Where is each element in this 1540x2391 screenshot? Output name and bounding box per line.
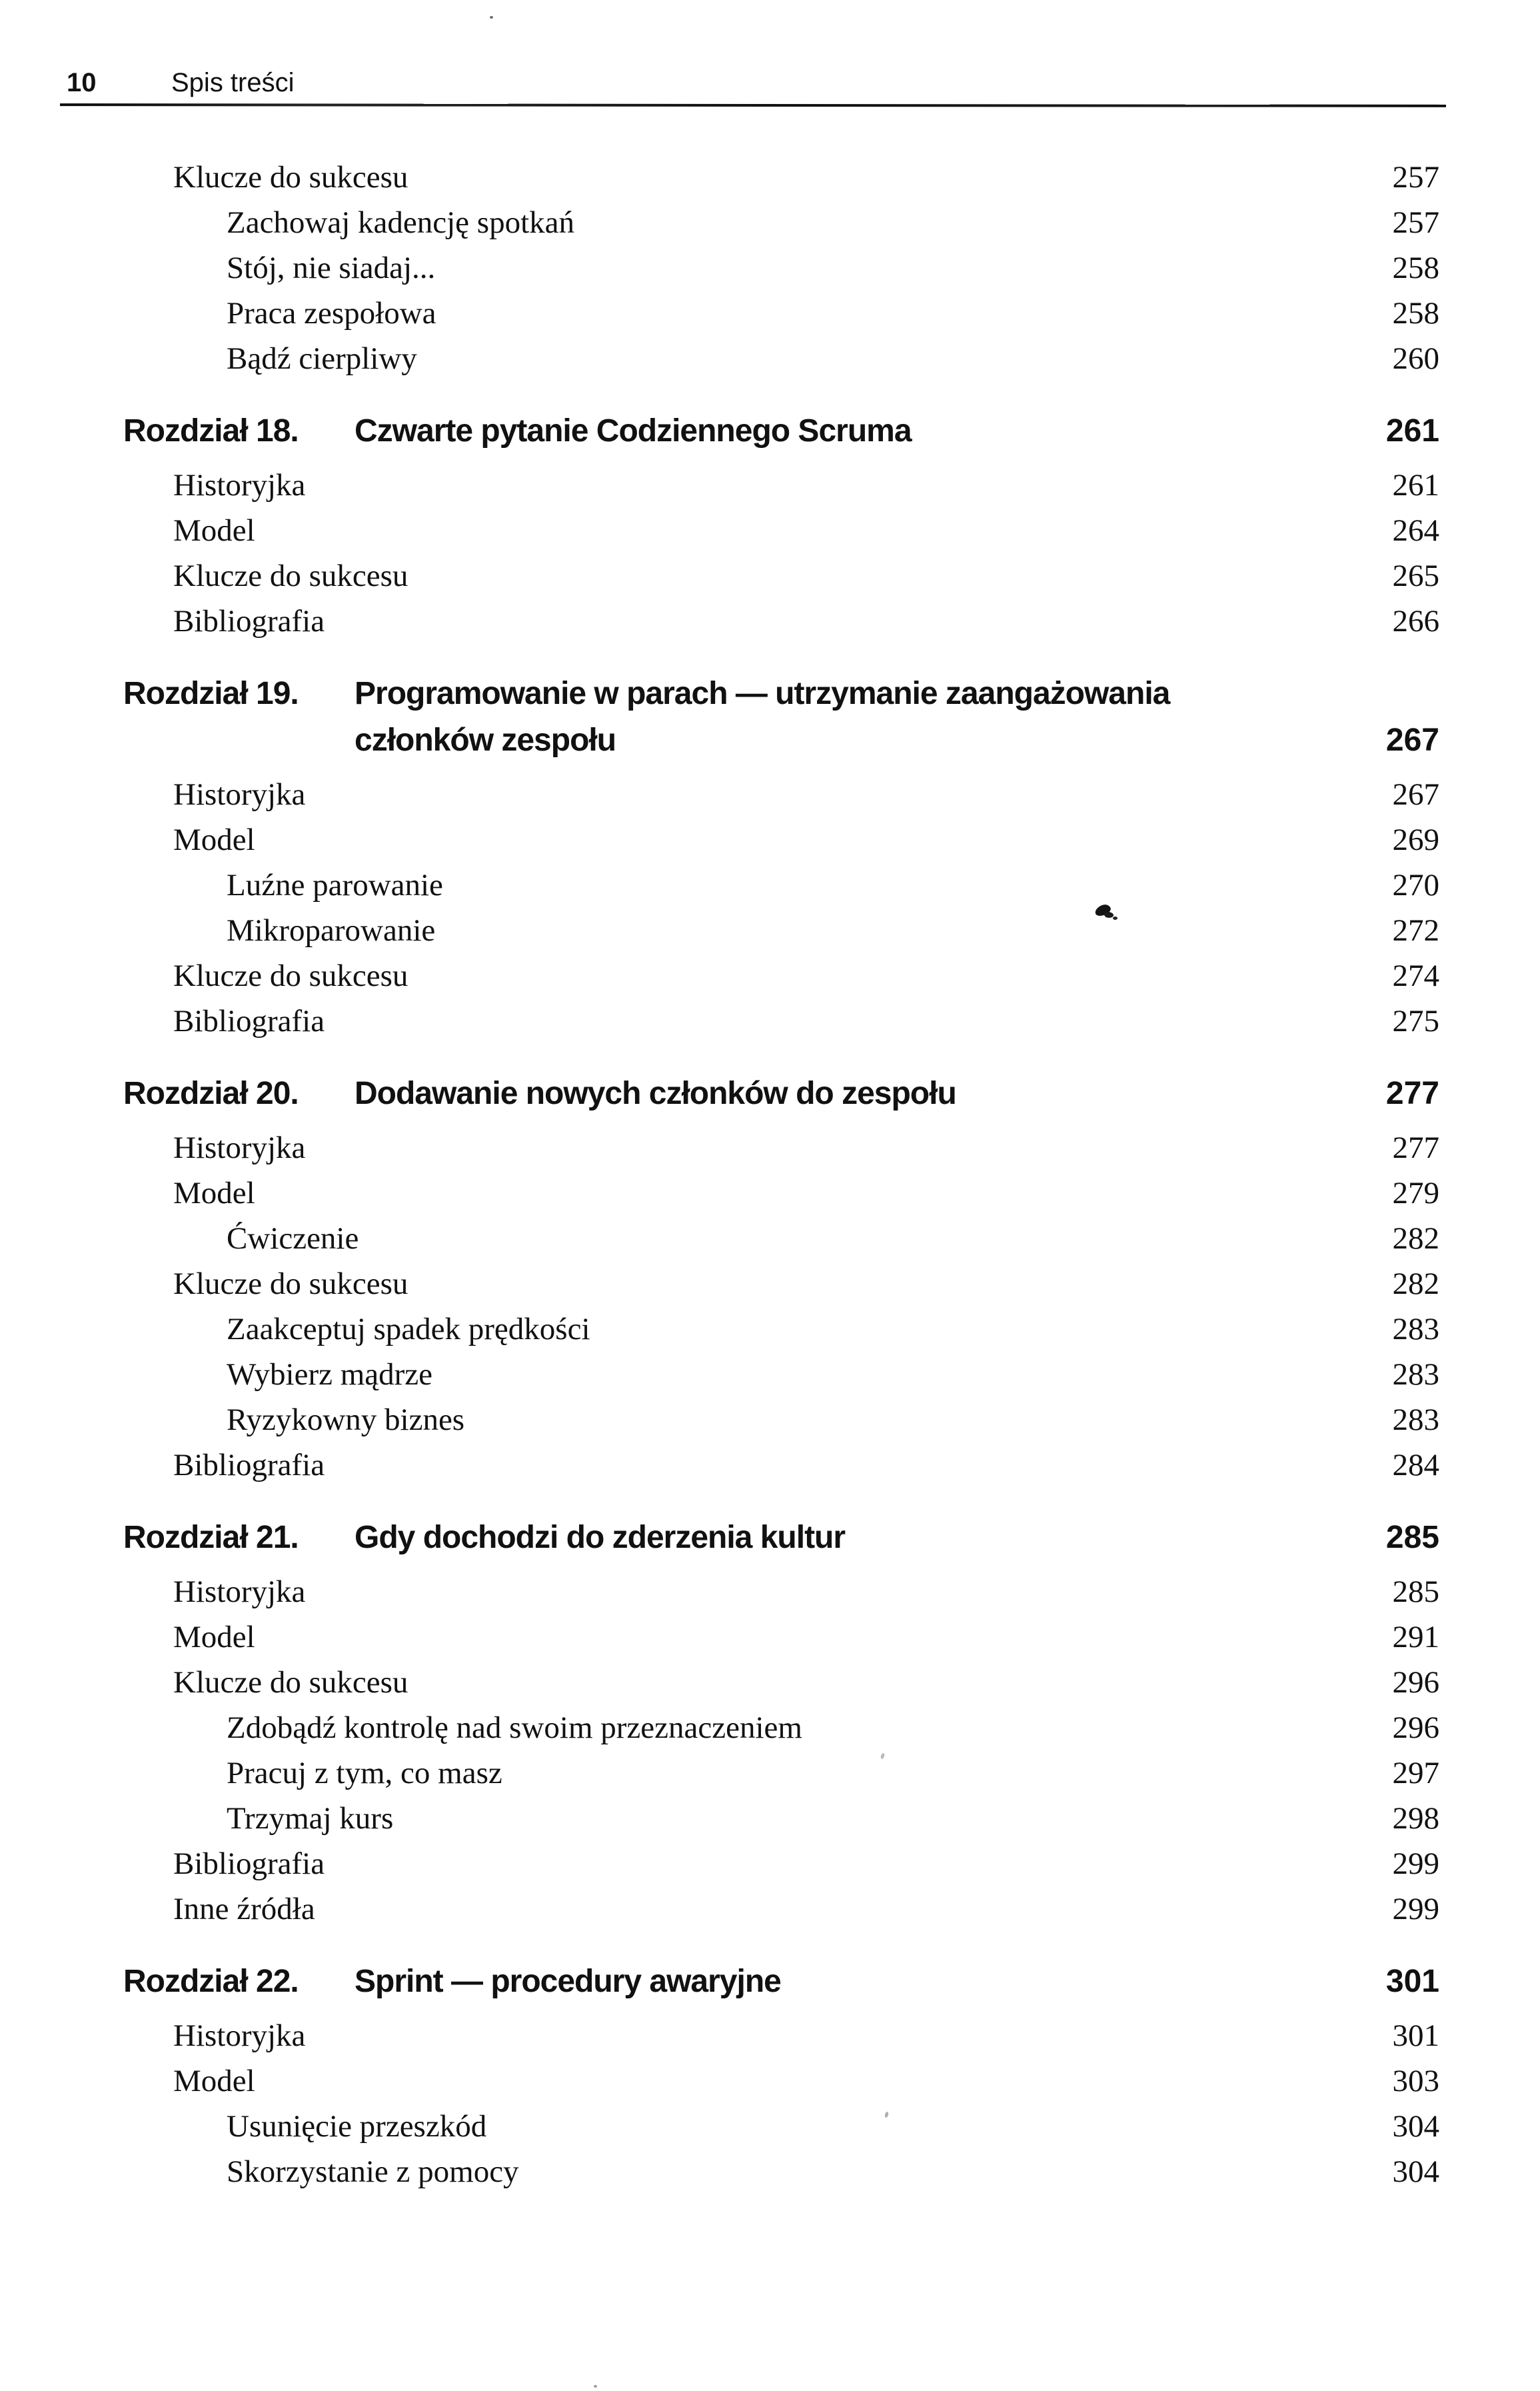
- chapter-number: Rozdział 22.: [123, 1964, 299, 1999]
- toc-entry-page: 279: [1392, 1175, 1439, 1210]
- chapter-heading-line: [0, 408, 1540, 455]
- toc-entry: [0, 2013, 1540, 2058]
- toc-entry: [0, 1841, 1540, 1886]
- toc-entry: [0, 772, 1540, 817]
- toc-chapter-heading: [0, 1071, 1540, 1117]
- toc-entry: [0, 1796, 1540, 1841]
- toc-entry: [0, 1614, 1540, 1660]
- toc-entry-page: 285: [1392, 1574, 1439, 1609]
- toc-entry: [0, 817, 1540, 863]
- toc-entry-label: Luźne parowanie: [227, 867, 443, 903]
- toc-entry-label: Praca zespołowa: [227, 295, 436, 331]
- header-page-number: 10: [67, 68, 97, 97]
- toc-entry-page: 283: [1392, 1356, 1439, 1392]
- toc-chapter-heading: [0, 1958, 1540, 2005]
- toc-entry: [0, 1660, 1540, 1705]
- toc-entry-label: Bibliografia: [173, 1003, 325, 1039]
- toc-entry-page: 296: [1392, 1664, 1439, 1700]
- toc-entry-label: Ćwiczenie: [227, 1220, 359, 1256]
- toc-entry-label: Pracuj z tym, co masz: [227, 1755, 502, 1790]
- toc-entry-label: Klucze do sukcesu: [173, 159, 408, 195]
- toc-entry: [0, 1306, 1540, 1352]
- toc-entry: [0, 1352, 1540, 1397]
- toc-entry-page: 282: [1392, 1266, 1439, 1301]
- toc-entry-label: Model: [173, 822, 255, 857]
- toc-entry: [0, 1125, 1540, 1171]
- toc-entry-page: 297: [1392, 1755, 1439, 1790]
- toc-entry-page: 277: [1392, 1130, 1439, 1165]
- toc-entry-page: 257: [1392, 159, 1439, 195]
- chapter-page-number: 301: [1385, 1964, 1439, 1999]
- toc-entry-page: 264: [1392, 513, 1439, 548]
- toc-entry: [0, 1261, 1540, 1306]
- chapter-page-number: 267: [1385, 723, 1439, 758]
- toc-entry-page: 269: [1392, 822, 1439, 857]
- toc-entry-page: 265: [1392, 558, 1439, 593]
- toc-entry: [0, 863, 1540, 908]
- chapter-number: Rozdział 20.: [123, 1076, 299, 1111]
- toc-entry-label: Usunięcie przeszkód: [227, 2108, 487, 2144]
- toc-entry: [0, 953, 1540, 999]
- scan-speck: [490, 16, 493, 19]
- toc-entry: [0, 599, 1540, 644]
- toc-entry: [0, 1216, 1540, 1261]
- header-rule: [60, 103, 1446, 107]
- chapter-title: Programowanie w parach — utrzymanie zaangażowania: [355, 676, 1170, 711]
- chapter-title: Gdy dochodzi do zderzenia kultur: [355, 1520, 846, 1555]
- toc-list: [0, 155, 1540, 2194]
- chapter-page-number: 261: [1385, 413, 1439, 449]
- toc-entry-page: 283: [1392, 1402, 1439, 1437]
- toc-entry-label: Wybierz mądrze: [227, 1356, 433, 1392]
- chapter-number: Rozdział 19.: [123, 676, 299, 711]
- chapter-page-number: 285: [1385, 1520, 1439, 1555]
- toc-entry-label: Historyjka: [173, 777, 306, 812]
- toc-entry-page: 282: [1392, 1220, 1439, 1256]
- toc-entry-page: 274: [1392, 958, 1439, 993]
- chapter-heading-line: [0, 1514, 1540, 1561]
- toc-entry: [0, 200, 1540, 245]
- toc-entry: [0, 2149, 1540, 2194]
- toc-chapter-heading: [0, 1514, 1540, 1561]
- toc-entry: [0, 508, 1540, 553]
- toc-entry-page: 260: [1392, 341, 1439, 376]
- toc-entry-label: Zaakceptuj spadek prędkości: [227, 1311, 590, 1346]
- toc-entry-label: Inne źródła: [173, 1891, 315, 1926]
- toc-entry: [0, 1171, 1540, 1216]
- toc-entry-label: Model: [173, 1619, 255, 1654]
- toc-entry-page: 257: [1392, 205, 1439, 240]
- toc-entry-page: 284: [1392, 1447, 1439, 1482]
- chapter-title-continuation: członków zespołu: [355, 723, 616, 758]
- toc-entry: [0, 1750, 1540, 1796]
- toc-entry-label: Bibliografia: [173, 1447, 325, 1482]
- toc-entry-label: Klucze do sukcesu: [173, 1266, 408, 1301]
- toc-entry-label: Trzymaj kurs: [227, 1800, 394, 1836]
- toc-entry-label: Model: [173, 1175, 255, 1210]
- toc-entry-page: 283: [1392, 1311, 1439, 1346]
- toc-entry-label: Model: [173, 513, 255, 548]
- toc-entry: [0, 1886, 1540, 1932]
- toc-entry-label: Historyjka: [173, 1574, 306, 1609]
- toc-entry: [0, 1569, 1540, 1614]
- header-title: Spis treści: [171, 68, 295, 97]
- toc-entry: [0, 291, 1540, 336]
- toc-entry-page: 270: [1392, 867, 1439, 903]
- toc-entry: [0, 1705, 1540, 1750]
- toc-entry-label: Ryzykowny biznes: [227, 1402, 465, 1437]
- scan-speck: [594, 2385, 597, 2388]
- chapter-heading-line: [0, 1958, 1540, 2005]
- toc-entry-page: 304: [1392, 2154, 1439, 2189]
- toc-entry-label: Bibliografia: [173, 1846, 325, 1881]
- toc-entry: [0, 245, 1540, 291]
- toc-entry-label: Klucze do sukcesu: [173, 958, 408, 993]
- toc-entry: [0, 2058, 1540, 2104]
- chapter-title: Czwarte pytanie Codziennego Scruma: [355, 413, 912, 449]
- toc-entry-label: Klucze do sukcesu: [173, 558, 408, 593]
- toc-entry-page: 298: [1392, 1800, 1439, 1836]
- toc-entry-label: Stój, nie siadaj...: [227, 250, 436, 285]
- toc-entry: [0, 999, 1540, 1044]
- toc-entry-page: 304: [1392, 2108, 1439, 2144]
- toc-entry-page: 272: [1392, 913, 1439, 948]
- toc-entry-label: Historyjka: [173, 2018, 306, 2053]
- toc-entry: [0, 155, 1540, 200]
- chapter-heading-line: [0, 717, 1540, 764]
- chapter-number: Rozdział 21.: [123, 1520, 299, 1555]
- toc-entry-label: Historyjka: [173, 467, 306, 503]
- chapter-number: Rozdział 18.: [123, 413, 299, 449]
- toc-entry-label: Bądź cierpliwy: [227, 341, 417, 376]
- toc-entry: [0, 908, 1540, 953]
- toc-entry: [0, 1442, 1540, 1488]
- toc-entry-label: Mikroparowanie: [227, 913, 436, 948]
- toc-entry-page: 258: [1392, 250, 1439, 285]
- toc-entry: [0, 463, 1540, 508]
- toc-entry-page: 258: [1392, 295, 1439, 331]
- toc-entry: [0, 336, 1540, 381]
- toc-entry-label: Klucze do sukcesu: [173, 1664, 408, 1700]
- chapter-title: Sprint — procedury awaryjne: [355, 1964, 781, 1999]
- toc-entry-page: 303: [1392, 2063, 1439, 2098]
- toc-entry-page: 275: [1392, 1003, 1439, 1039]
- toc-entry: [0, 553, 1540, 599]
- toc-entry-page: 301: [1392, 2018, 1439, 2053]
- toc-entry-label: Bibliografia: [173, 603, 325, 639]
- toc-entry-label: Zachowaj kadencję spotkań: [227, 205, 575, 240]
- toc-entry: [0, 1397, 1540, 1442]
- toc-entry-page: 299: [1392, 1891, 1439, 1926]
- toc-entry-page: 267: [1392, 777, 1439, 812]
- toc-chapter-heading: [0, 408, 1540, 455]
- toc-entry: [0, 2104, 1540, 2149]
- toc-entry-page: 261: [1392, 467, 1439, 503]
- toc-entry-page: 291: [1392, 1619, 1439, 1654]
- toc-entry-label: Skorzystanie z pomocy: [227, 2154, 519, 2189]
- toc-chapter-heading: [0, 671, 1540, 764]
- chapter-heading-line: [0, 671, 1540, 717]
- toc-entry-label: Historyjka: [173, 1130, 306, 1165]
- toc-entry-page: 299: [1392, 1846, 1439, 1881]
- toc-entry-label: Zdobądź kontrolę nad swoim przeznaczeniem: [227, 1710, 802, 1745]
- chapter-page-number: 277: [1385, 1076, 1439, 1111]
- toc-entry-page: 266: [1392, 603, 1439, 639]
- toc-entry-page: 296: [1392, 1710, 1439, 1745]
- chapter-title: Dodawanie nowych członków do zespołu: [355, 1076, 956, 1111]
- toc-entry-label: Model: [173, 2063, 255, 2098]
- chapter-heading-line: [0, 1071, 1540, 1117]
